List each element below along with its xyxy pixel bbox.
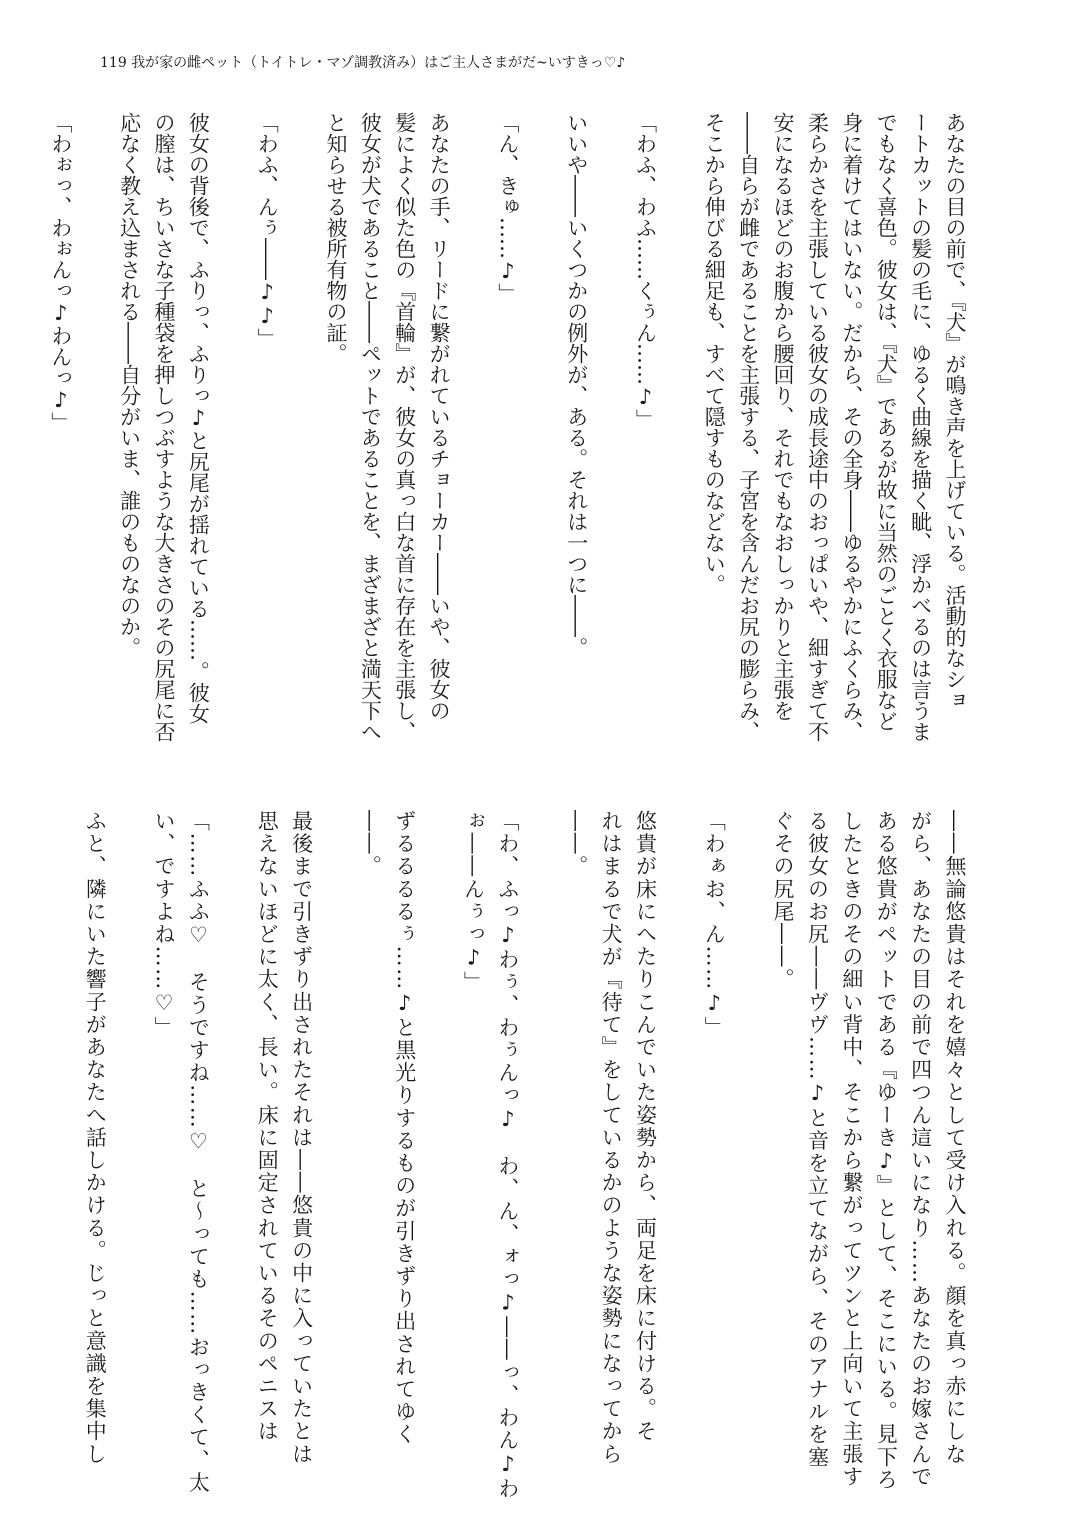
text-column: [594, 112, 628, 742]
text-column: [319, 810, 353, 1500]
running-header: [100, 52, 625, 72]
text-column: [284, 112, 318, 742]
text-column: 応なく教え込まされる――自分がいま、誰のものなのか。: [117, 112, 142, 658]
text-column: [215, 810, 249, 1500]
text-column: あなたの目の前で、『犬』が鳴き声を上げている。活動的なショ: [943, 112, 967, 711]
text-column: あなたの手、リードに繋がれているチョーカー――いや、彼女の: [427, 112, 452, 721]
text-column: [456, 112, 490, 742]
text-column: ぐその尻尾――。: [771, 810, 796, 991]
text-column: ――自らが雌であることを主張する、子宮を含んだお尻の膨らみ、: [736, 112, 761, 742]
text-column: [525, 810, 559, 1500]
text-column: 「わふ、んぅ――♪♪」: [255, 112, 280, 349]
text-column: でもなく喜色。彼女は、『犬』であるが故に当然のごとく衣服など: [874, 112, 899, 732]
text-column: と知らせる被所有物の証。: [323, 112, 348, 364]
text-column: れはまるで犬が『待て』をしているかのような姿勢になってから: [599, 810, 624, 1466]
text-column: 彼女が犬であること――ペットであることを、まざまざと満天下へ: [358, 112, 383, 742]
text-column: [662, 112, 696, 742]
text-column: 身に着けてはいない。だから、その全身――ゆるやかにふくらみ、: [839, 112, 864, 742]
text-column: い、ですよね……♡」: [152, 810, 177, 1039]
text-column: したときのその細い背中、そこから繋がってツンと上向いて主張す: [839, 810, 864, 1488]
text-column: [78, 112, 112, 742]
text-column: 「ん、きゅ……♪」: [495, 112, 520, 304]
text-column: 最後まで引きずり出されたそれは――悠貴の中に入っていたとは: [289, 810, 314, 1466]
text-column: そこから伸びる細足も、すべて隠すものなどない。: [702, 112, 727, 595]
text-column: 「わぉっ、わぉんっ♪わんっ♪」: [48, 112, 73, 433]
text-column: 「わぁお、ん……♪」: [702, 810, 727, 1039]
text-column: [422, 810, 456, 1500]
text-column: ――無論悠貴はそれを嬉々として受け入れる。顔を真っ赤にしな: [943, 810, 967, 1466]
text-column: 安になるほどのお腹から腰回り、それでもなおしっかりと主張を: [771, 112, 796, 721]
text-column: 柔らかさを主張している彼女の成長途中のおっぱいや、細すぎて不: [805, 112, 830, 742]
text-column: ぉ――んぅっ♪」: [461, 810, 486, 994]
text-column: 「わ、ふっ♪わぅ、わぅんっ♪ わ、ん、ォっ♪――っ、わん♪わ: [495, 810, 520, 1500]
text-column: ずるるるるぅ……♪と黒光りするものが引きずり出されてゆく: [392, 810, 417, 1446]
text-column: 悠貴が床にへたりこんでいた姿勢から、両足を床に付ける。そ: [633, 810, 658, 1443]
text-column: いいや――いくつかの例外が、ある。それは一つに――。: [564, 112, 589, 658]
text-column: ある悠貴がペットである『ゆーき♪』として、そこにいる。見下ろ: [874, 810, 899, 1491]
text-column: の膣は、ちいさな子種袋を押しつぶすような大きさのその尻尾に否: [152, 112, 177, 742]
text-column: [662, 810, 696, 1500]
text-block-top: [43, 112, 972, 742]
text-column: 髪によく似た色の『首輪』が、彼女の真っ白な首に存在を主張し、: [392, 112, 417, 742]
text-column: [215, 112, 249, 742]
text-block-bottom: [78, 810, 972, 1500]
text-column: ートカットの髪の毛に、ゆるく曲線を描く眦、浮かべるのは言うま: [908, 112, 933, 742]
text-column: 思えないほどに太く、長い。床に固定されているそのペニスは: [255, 810, 280, 1443]
text-column: 「わふ、わふ……くぅん……♪」: [633, 112, 658, 430]
text-column: る彼女のお尻――ヴヴ……♪と音を立てながら、そのアナルを塞: [805, 810, 830, 1469]
page-number: 119: [100, 55, 127, 71]
text-column: ふと、隣にいた響子があなたへ話しかける。じっと意識を集中し: [83, 810, 108, 1466]
text-column: がら、あなたの目の前で四つん這いになり……あなたのお嫁さんで: [908, 810, 933, 1488]
text-column: 「……ふふ♡ そうですね……♡ と～っても……おっきくて、太: [186, 810, 211, 1494]
text-column: 彼女の背後で、ふりっ、ふりっ♪と尻尾が揺れている……。彼女: [186, 112, 211, 724]
text-column: [112, 810, 146, 1500]
book-title: 我が家の雌ペット（トイトレ・マゾ調教済み）はご主人さまがだ~いすきっ♡♪: [131, 55, 626, 71]
text-column: ――。: [564, 810, 589, 878]
text-column: [731, 810, 765, 1500]
text-column: ――。: [358, 810, 383, 878]
text-column: [525, 112, 559, 742]
